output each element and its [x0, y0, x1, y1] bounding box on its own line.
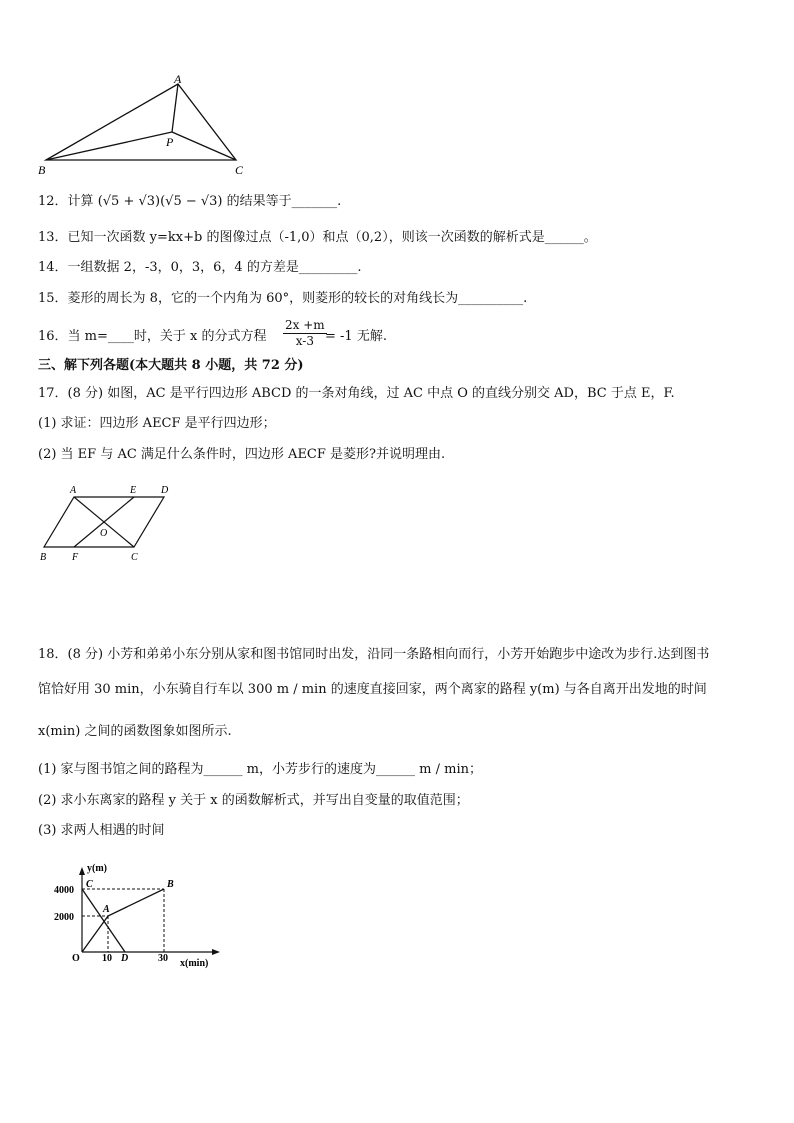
question-18-line3: x(min) 之间的函数图象如图所示. — [38, 724, 232, 739]
question-16-suffix: = -1 无解. — [325, 329, 387, 344]
triangle-figure — [30, 72, 260, 180]
label-o: O — [100, 528, 108, 539]
y-tick-2000: 2000 — [54, 912, 74, 923]
question-14: 14．一组数据 2，-3，0，3，6，4 的方差是_________. — [38, 260, 362, 275]
q16-denominator: x-3 — [295, 334, 314, 348]
question-12 — [38, 194, 341, 210]
x-tick-30: 30 — [158, 953, 168, 964]
origin-label: O — [72, 953, 80, 964]
q16-fraction — [283, 318, 327, 349]
x-tick-10: 10 — [102, 953, 112, 964]
q12-prefix: 12．计算 — [38, 194, 94, 209]
distance-time-graph — [50, 862, 225, 972]
y-axis-label: y(m) — [87, 863, 107, 874]
question-16-prefix: 16．当 m=____时，关于 x 的分式方程 — [38, 329, 267, 344]
parallelogram-figure — [34, 480, 184, 566]
label-e: E — [130, 485, 137, 496]
question-18-line2: 馆恰好用 30 min，小东骑自行车以 300 m / min 的速度直接回家，两个离家的路程 y(m) 与各自离开出发地的时间 — [38, 682, 707, 697]
triangle-abc — [46, 84, 236, 160]
label-b: B — [38, 163, 46, 177]
question-18-part3: (3) 求两人相遇的时间 — [38, 823, 165, 838]
segment-pc — [172, 132, 236, 160]
question-13: 13．已知一次函数 y=kx+b 的图像过点（-1,0）和点（0,2），则该一次函数的解析式是______。 — [38, 230, 597, 245]
question-18-part1: (1) 家与图书馆之间的路程为______ m，小芳步行的速度为______ m / min； — [38, 762, 482, 777]
segment-pa — [172, 84, 178, 132]
y-tick-4000: 4000 — [54, 885, 74, 896]
label-d: D — [161, 485, 169, 496]
question-18-line1: 18．(8 分) 小芳和弟弟小东分别从家和图书馆同时出发，沿同一条路相向而行，小芳开始跑步中途改为步行.达到图书 — [38, 647, 710, 662]
xiaofang-line — [82, 889, 164, 952]
q12-expression: (√5 + √3)(√5 − √3) — [97, 194, 223, 209]
segment-bp — [46, 132, 172, 160]
question-17-part1: (1) 求证：四边形 AECF 是平行四边形； — [38, 416, 276, 431]
label-c: C — [235, 163, 244, 177]
point-a-label: A — [103, 904, 110, 915]
question-18-part2: (2) 求小东离家的路程 y 关于 x 的函数解析式，并写出自变量的取值范围； — [38, 793, 469, 808]
question-17-part2: (2) 当 EF 与 AC 满足什么条件时，四边形 AECF 是菱形?并说明理由. — [38, 447, 446, 462]
label-a: A — [174, 72, 182, 86]
label-c: C — [131, 552, 138, 563]
x-axis-label: x(min) — [180, 958, 209, 969]
x-axis-arrow — [212, 949, 220, 955]
question-17-stem: 17．(8 分) 如图，AC 是平行四边形 ABCD 的一条对角线，过 AC 中点 O 的直线分别交 AD，BC 于点 E，F. — [38, 386, 675, 401]
label-p: P — [166, 135, 174, 149]
y-axis-arrow — [79, 867, 85, 875]
label-a: A — [70, 485, 77, 496]
label-f: F — [72, 552, 79, 563]
q16-numerator: 2x +m — [285, 318, 325, 332]
x-tick-d: D — [121, 953, 129, 964]
question-15: 15．菱形的周长为 8，它的一个内角为 60°，则菱形的较长的对角线长为__________. — [38, 291, 528, 306]
point-c-label: C — [86, 879, 93, 890]
point-b-label: B — [167, 879, 174, 890]
section-3-title: 三、解下列各题(本大题共 8 小题，共 72 分) — [38, 358, 304, 373]
q12-suffix: 的结果等于_______. — [226, 194, 342, 209]
label-b: B — [40, 552, 47, 563]
